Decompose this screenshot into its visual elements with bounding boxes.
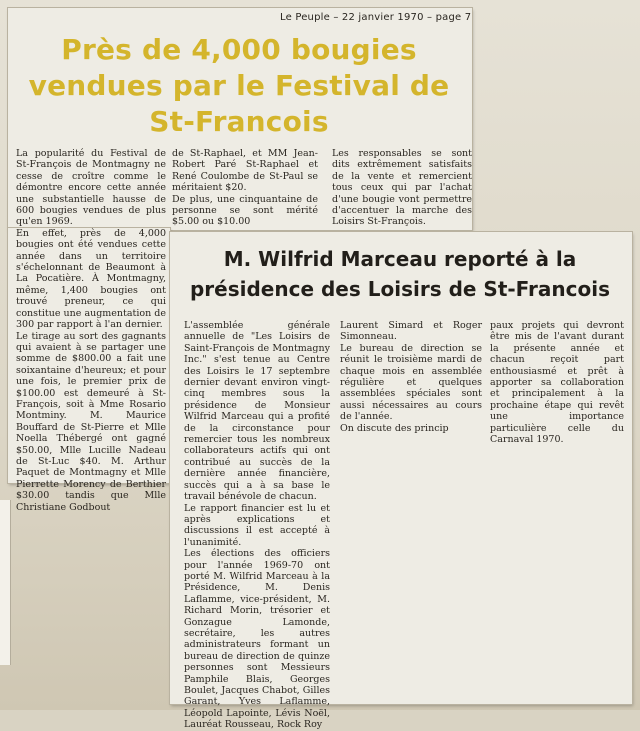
article2-title: M. Wilfrid Marceau reporté à la présidence des Loisirs de St-Francois — [189, 247, 611, 301]
article1-title: Près de 4,000 bougies vendues par le Festival de St-Francois — [28, 33, 450, 138]
paper-strip — [0, 500, 11, 665]
article2-column-1: L'assemblée générale annuelle de "Les Loisirs de Saint-François de Montmagny Inc." s'est tenue au Centre des Loisirs le 17 septembre dernier devant environ vingt-cinq membres sous la présidence de Monsieur Wilfrid Marceau qui a profité de la circonstance pour remercier tous les nombreux collaborateurs actifs qui ont contribué au succès de la dernière année financière, succès qui a à sa base le travail bénévole de chacun. Le rapport financier est lu et après explications et discussions il est accepté à l'unanimité. Les élections des officiers pour l'année 1969-70 ont porté M. Wilfrid Marceau à la Présidence, M. Denis Laflamme, vice-président, M. Richard Morin, trésorier et Gonzague Lamonde, secrétaire, les autres administrateurs formant un bureau de direction de quinze personnes sont Messieurs Pamphile Blais, Georges Boulet, Jacques Chabot, Gilles Garant, Yves Laflamme, Léopold Lapointe, Lévis Noël, Lauréat Rousseau, Rock Roy — [184, 320, 330, 731]
article1-column-3: Les responsables se sont dits extrêmement satisfaits de la vente et remercient tous ceux qui par l'achat d'une bougie vont permettre d'accentuer la marche des Loisirs St-François. — [332, 148, 472, 228]
article2-column-3: paux projets qui devront être mis de l'avant durant la présente année et chacun reçoit part enthousiasmé et prêt à apporter sa collaboration et principalement à la prochaine étape qui revêt une importance particulière celle du Carnaval 1970. — [490, 320, 624, 446]
article2-column-2: Laurent Simard et Roger Simonneau. Le bureau de direction se réunit le troisième mardi de chaque mois en assemblée régulière et quelques assemblées spéciales sont aussi nécessaires au cours de l'année. On discute des princip — [340, 320, 482, 434]
article1-column-2: de St-Raphael, et MM Jean-Robert Paré St-Raphael et René Coulombe de St-Paul se méritaient $20. De plus, une cinquantaine de personne se sont mérité $5.00 ou $10.00 — [172, 148, 318, 228]
newspaper-header: Le Peuple – 22 janvier 1970 – page 7 — [280, 12, 472, 23]
article1-column-1: La popularité du Festival de St-François de Montmagny ne cesse de croître comme le démontre encore cette année une substantielle hausse de 600 bougies vendues de plus qu'en 1969. En effet, près de 4,000 bougies ont été vendues cette année dans un territoire s'échelonnant de Beaumont à La Pocatière. À Montmagny, même, 1,400 bougies ont trouvé preneur, ce qui constitue une augmentation de 300 par rapport à l'an dernier. Le tirage au sort des gagnants qui avaient à se partager une somme de $800.00 a fait une soixantaine d'heureux; et pour une fois, le premier prix de $100.00 est demeuré à St-François, soit à Mme Rosario Montminy. M. Maurice Bouffard de St-Pierre et Mlle Noella Thébergé ont gagné $50.00, Mlle Lucille Nadeau de St-Luc $40. M. Arthur Paquet de Montmagny et Mlle Pierrette Morency de Berthier $30.00 tandis que Mlle Christiane Godbout — [16, 148, 166, 513]
